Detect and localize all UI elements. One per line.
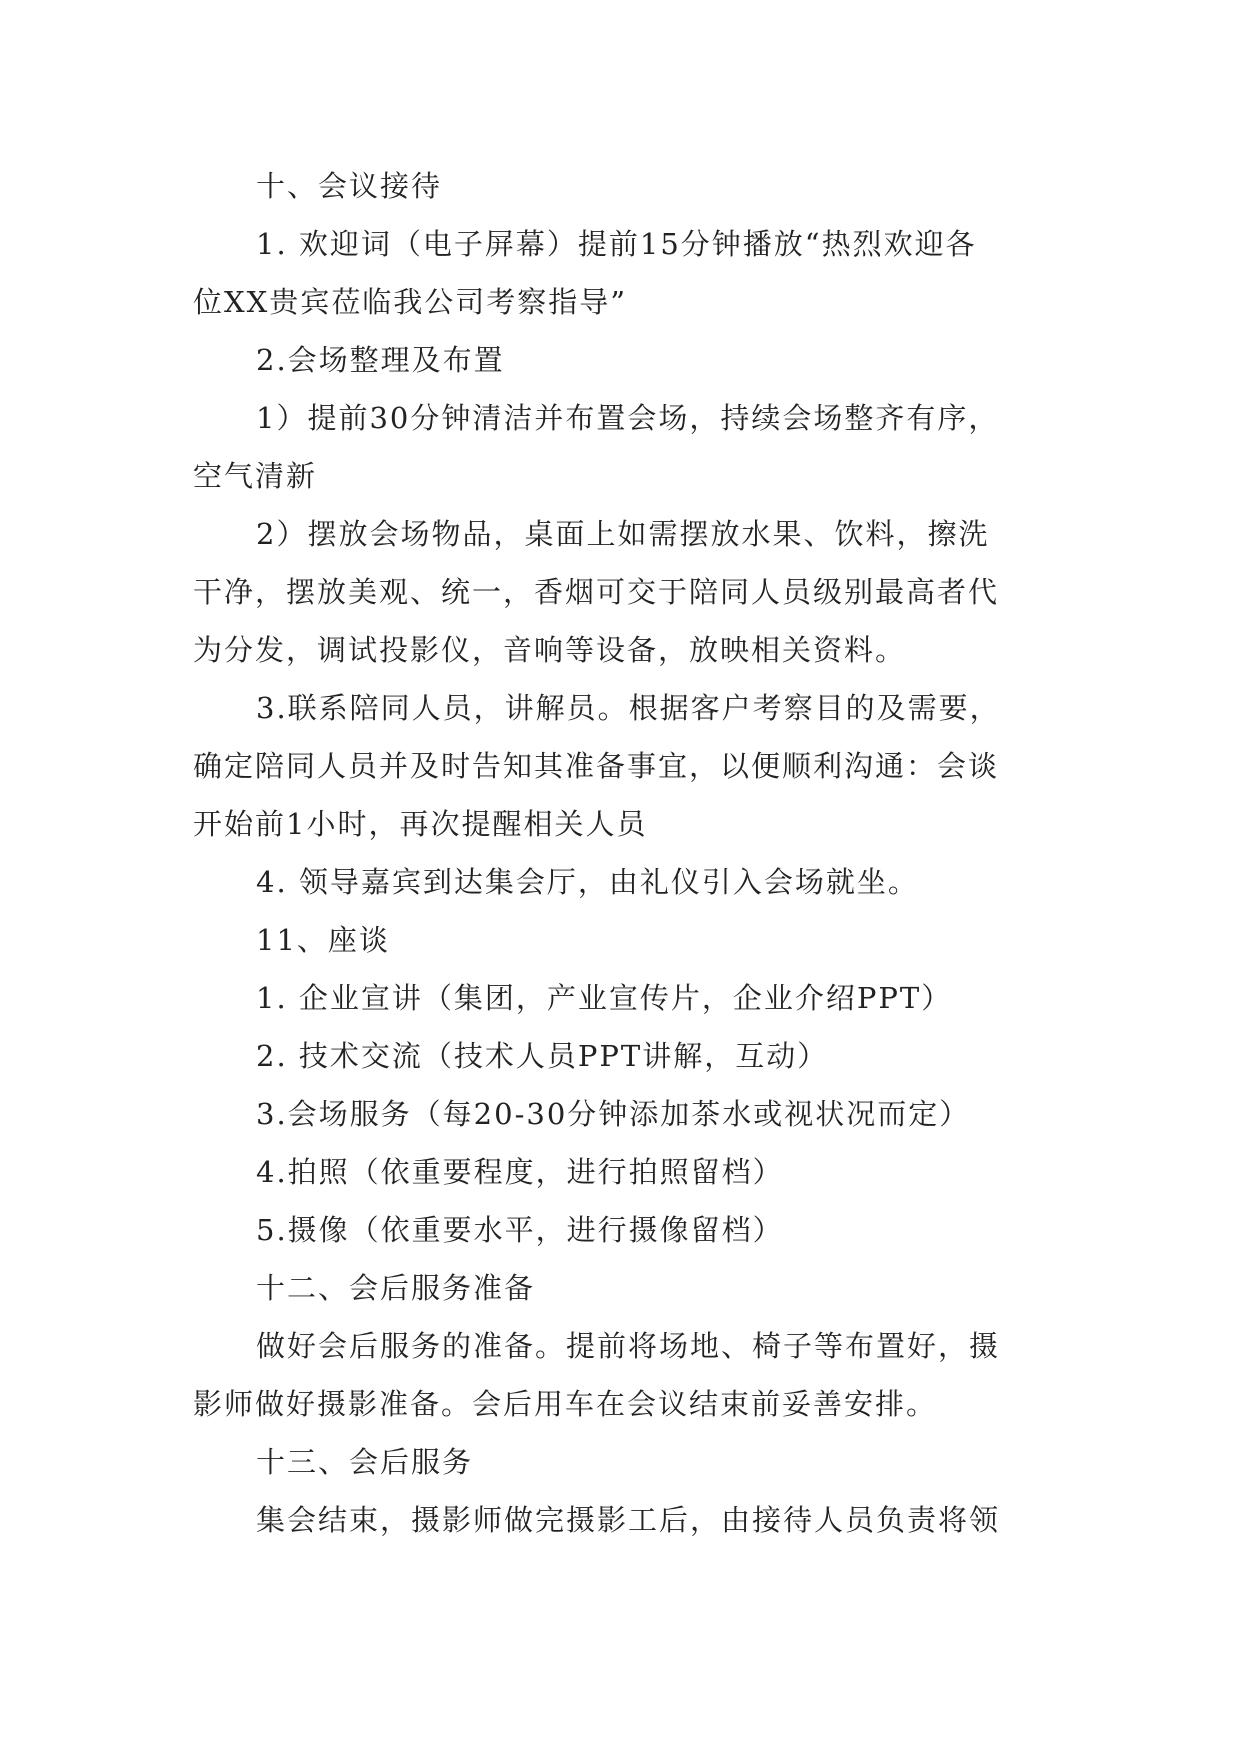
list-item: 5.摄像（依重要水平，进行摄像留档） xyxy=(256,1213,784,1247)
paragraph-line: 2）摆放会场物品，桌面上如需摆放水果、饮料，擦洗 xyxy=(256,517,990,551)
list-item: 4.拍照（依重要程度，进行拍照留档） xyxy=(256,1155,784,1189)
section-heading: 十三、会后服务 xyxy=(256,1445,474,1479)
list-item: 3.会场服务（每20-30分钟添加茶水或视状况而定） xyxy=(256,1097,971,1131)
paragraph-line: 集会结束，摄影师做完摄影工后，由接待人员负责将领 xyxy=(256,1503,1001,1537)
paragraph-line: 1）提前30分钟清洁并布置会场，持续会场整齐有序， xyxy=(256,401,1000,435)
paragraph-line: 确定陪同人员并及时告知其准备事宜，以便顺利沟通：会谈 xyxy=(193,749,1000,783)
subheading: 2.会场整理及布置 xyxy=(256,343,505,377)
paragraph-line: 4. 领导嘉宾到达集会厅，由礼仪引入会场就坐。 xyxy=(256,865,919,899)
section-heading: 11、座谈 xyxy=(256,923,390,957)
paragraph-line: 位XX贵宾莅临我公司考察指导” xyxy=(193,285,628,319)
list-item: 2. 技术交流（技术人员PPT讲解，互动） xyxy=(256,1039,829,1073)
paragraph-line: 开始前1小时，再次提醒相关人员 xyxy=(193,807,648,841)
paragraph-line: 空气清新 xyxy=(193,459,318,493)
paragraph-line: 为分发，调试投影仪，音响等设备，放映相关资料。 xyxy=(193,633,907,667)
section-heading: 十、会议接待 xyxy=(256,169,443,203)
paragraph-line: 1. 欢迎词（电子屏幕）提前15分钟播放“热烈欢迎各 xyxy=(256,227,977,261)
paragraph-line: 做好会后服务的准备。提前将场地、椅子等布置好，摄 xyxy=(256,1329,1001,1363)
paragraph-line: 干净，摆放美观、统一，香烟可交于陪同人员级别最高者代 xyxy=(193,575,1000,609)
paragraph-line: 影师做好摄影准备。会后用车在会议结束前妥善安排。 xyxy=(193,1387,938,1421)
section-heading: 十二、会后服务准备 xyxy=(256,1271,536,1305)
list-item: 1. 企业宣讲（集团，产业宣传片，企业介绍PPT） xyxy=(256,981,953,1015)
document-body xyxy=(193,157,1063,1549)
paragraph-line: 3.联系陪同人员，讲解员。根据客户考察目的及需要， xyxy=(256,691,1001,725)
